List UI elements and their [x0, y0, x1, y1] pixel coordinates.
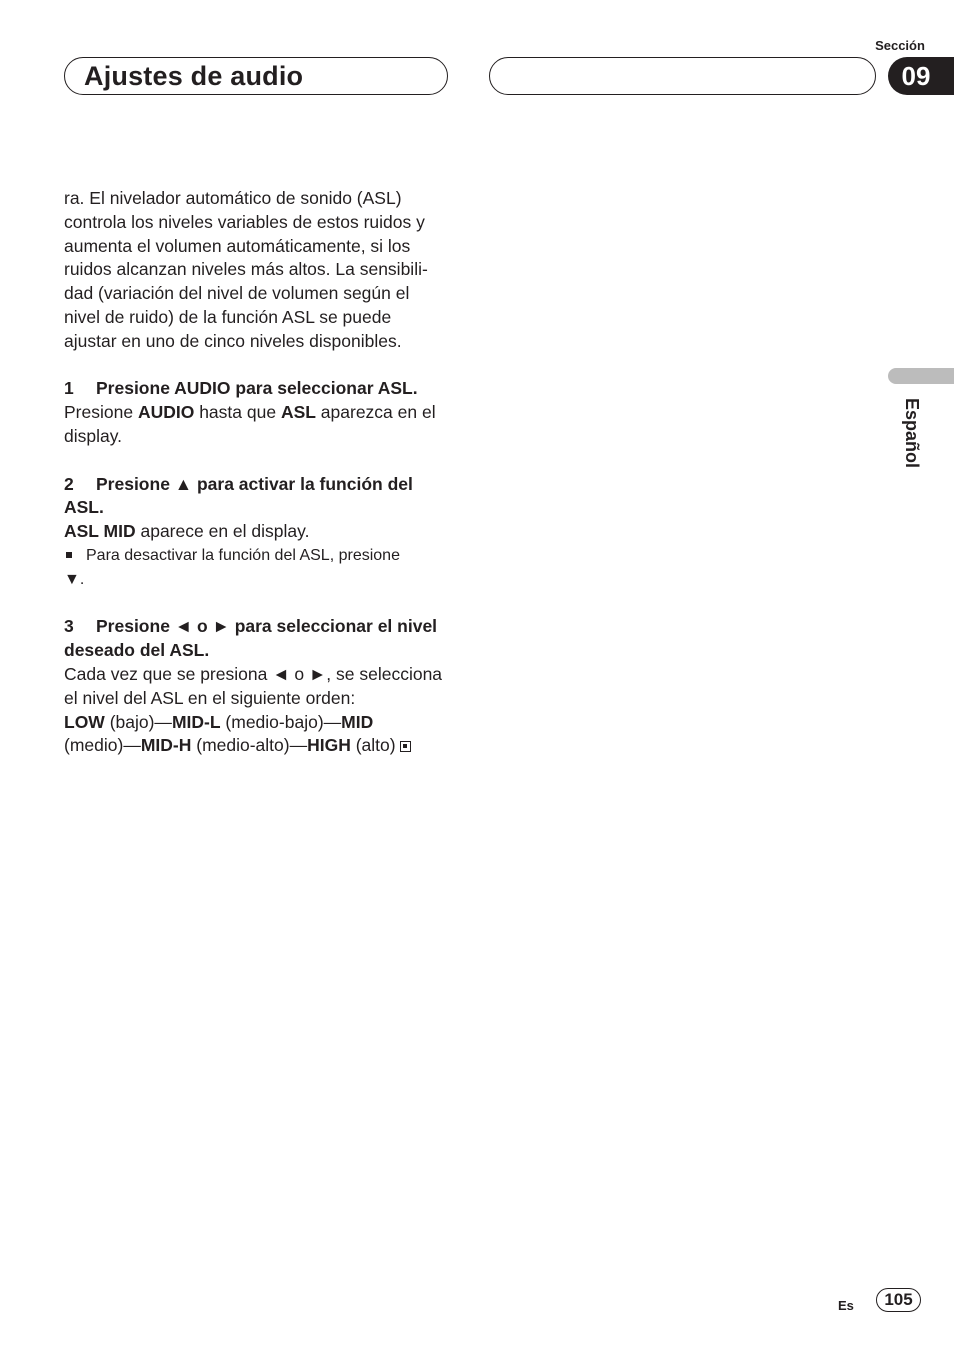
step-heading-text: Presione AUDIO para seleccionar ASL. [96, 378, 418, 399]
note-text: Para desactivar la función del ASL, presione [86, 546, 400, 564]
level-mid: MID [341, 711, 374, 732]
text-run-bold: ASL [280, 402, 316, 423]
step-3-heading [64, 615, 456, 639]
level-order-line [64, 711, 456, 735]
language-tab-bar [888, 368, 954, 384]
intro-line: ruidos alcanzan niveles más altos. La sensibili- [64, 259, 428, 280]
text-run: (medio-bajo)— [220, 711, 342, 732]
footer-language-code: Es [838, 1298, 854, 1313]
section-label: Sección [875, 38, 925, 53]
step-3-heading-cont: deseado del ASL. [64, 640, 210, 661]
level-high: HIGH [307, 735, 351, 756]
step-2-heading [64, 473, 456, 497]
step-heading-text: Presione ◄ o ► para seleccionar el nivel [96, 616, 438, 637]
body-text [64, 187, 456, 758]
text-run: (medio-alto)— [191, 735, 308, 756]
intro-line: ajustar en uno de cinco niveles disponibles. [64, 330, 402, 351]
step-number: 2 [64, 473, 74, 494]
step-3-body: Cada vez que se presiona ◄ o ►, se selecciona [64, 663, 443, 684]
step-1-body [64, 401, 456, 449]
step-number: 1 [64, 378, 74, 399]
step-2-note-cont: ▼. [64, 570, 85, 588]
page-title: Ajustes de audio [84, 61, 304, 91]
section-number: 09 [901, 61, 931, 91]
intro-line: nivel de ruido) de la función ASL se puede [64, 306, 392, 327]
intro-line: aumenta el volumen automáticamente, si los [64, 235, 411, 256]
bullet-square-icon [66, 552, 72, 558]
language-tab-label: Español [902, 398, 922, 469]
text-run: aparezca en el display. [64, 402, 436, 446]
page-number: 105 [884, 1290, 913, 1309]
text-run: (bajo)— [104, 711, 172, 732]
intro-line: controla los niveles variables de estos ruidos y [64, 211, 425, 232]
text-run: Presione [64, 402, 138, 423]
text-run: (alto) [350, 735, 396, 756]
header-empty-frame [489, 57, 876, 95]
text-run: hasta que [194, 402, 281, 423]
text-run: (medio)— [64, 735, 141, 756]
level-mid-h: MID-H [140, 735, 192, 756]
intro-line: dad (variación del nivel de volumen según el [64, 283, 410, 304]
end-mark-icon [400, 741, 411, 752]
step-2-note [64, 544, 456, 568]
step-number: 3 [64, 616, 74, 637]
text-run-bold: AUDIO [137, 402, 195, 423]
step-3-body-cont: el nivel del ASL en el siguiente orden: [64, 687, 356, 708]
level-low: LOW [64, 711, 105, 732]
level-order-line [64, 734, 456, 758]
step-heading-text: Presione ▲ para activar la función del [96, 473, 413, 494]
level-mid-l: MID-L [171, 711, 221, 732]
step-1-heading [64, 377, 456, 401]
text-run: aparece en el display. [135, 521, 310, 542]
step-2-heading-cont: ASL. [64, 497, 104, 518]
intro-line: ra. El nivelador automático de sonido (ASL) [64, 188, 402, 208]
text-run-bold: ASL MID [64, 521, 136, 542]
step-2-body [64, 520, 456, 544]
